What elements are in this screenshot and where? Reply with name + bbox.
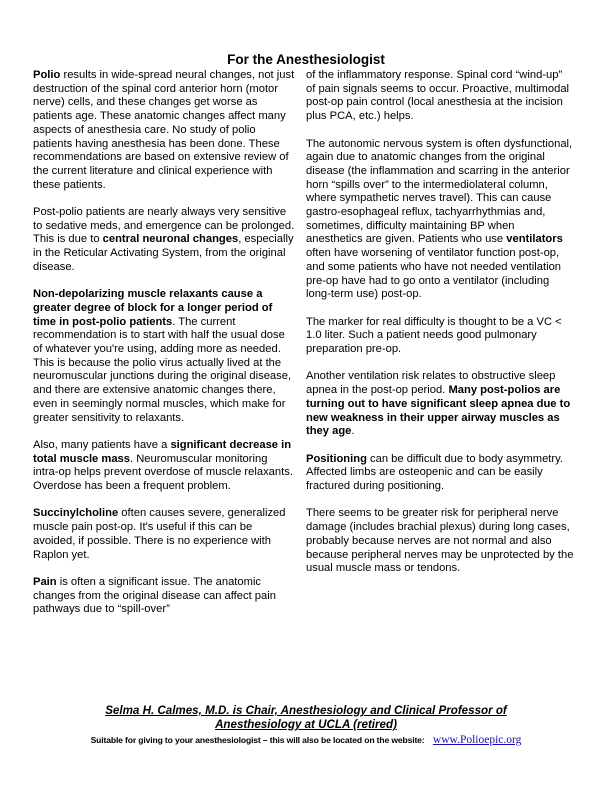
right-column xyxy=(306,69,574,590)
paragraph xyxy=(33,206,295,275)
bold-text: Non-depolarizing muscle relaxants cause a greater degree of block for a longer period of time in post-polio patients xyxy=(33,288,273,328)
text: There seems to be greater risk for peripheral nerve damage (includes brachial plexus) during long cases, probably because nerves are not normal and also because peripheral nerves may be unprotected by the usual muscle mass or tendons. xyxy=(306,507,574,575)
author-credit-line-1: Selma H. Calmes, M.D. is Chair, Anesthesiology and Clinical Professor of xyxy=(105,704,507,717)
text: Another ventilation risk relates to obstructive sleep apnea in the post-op period. xyxy=(306,370,556,397)
footer xyxy=(0,704,612,746)
text: , especially in the Reticular Activating System, from the original disease. xyxy=(33,233,294,273)
paragraph xyxy=(33,439,295,494)
text: can be difficult due to body asymmetry. Affected limbs are osteopenic and can be easily fractured during positioning. xyxy=(306,452,563,493)
text: Also, many patients have a xyxy=(33,438,171,451)
text: of the inflammatory response. Spinal cord “wind-up” of pain signals seems to occur. Proactive, multimodal post-op pain control (local anesthesia at the incision plus PCA, etc.) helps. xyxy=(306,69,570,123)
text: . The current recommendation is to start with half the usual dose of whatever you're using, adding more as needed. This is because the polio virus actually lived at the neuromuscular junctions during the original disease, and there are extensive anatomic changes there, even in seemingly normal muscles, which make for greater sensitivity to relaxants. xyxy=(33,315,292,424)
bold-text: Pain xyxy=(33,575,57,588)
paragraph xyxy=(33,576,295,617)
bold-text: significant decrease in total muscle mass xyxy=(33,438,292,465)
paragraph xyxy=(306,316,574,357)
bold-text: Succinylcholine xyxy=(33,507,119,520)
paragraph xyxy=(33,507,295,562)
text: . Neuromuscular monitoring intra-op helps prevent overdose of muscle relaxants. Overdose has been a frequent problem. xyxy=(33,452,293,493)
paragraph xyxy=(306,507,574,576)
paragraph xyxy=(306,69,574,124)
text: often have worsening of ventilator function post-op, and some patients who have not needed ventilation pre-op have had to go onto a ventilator (including long-term use) post-op. xyxy=(306,247,562,301)
left-column xyxy=(33,69,295,631)
paragraph xyxy=(33,288,295,425)
text: The autonomic nervous system is often dysfunctional, again due to anatomic changes from the original disease (the inflammation and scarring in the anterior horn “spills over” to the intermediolateral column, where sympathetic nerves travel). This can cause gastro-esophageal reflux, tachyarrhythmias and, sometimes, difficulty maintaining BP when anesthetics are given. Patients who use xyxy=(306,137,573,246)
bold-text: ventilators xyxy=(506,233,563,246)
paragraph xyxy=(33,69,295,192)
text: often causes severe, generalized muscle pain post-op. It's useful if this can be avoided, if possible. There is no experience with Raplon yet. xyxy=(33,507,286,561)
paragraph xyxy=(306,370,574,439)
bold-text: Positioning xyxy=(306,452,367,465)
website-note xyxy=(0,734,612,746)
website-link[interactable]: www.Polioepic.org xyxy=(432,734,522,746)
paragraph xyxy=(306,138,574,302)
text: The marker for real difficulty is thought to be a VC < 1.0 liter. Such a patient needs good pulmonary preparation pre-op. xyxy=(306,315,562,356)
bold-text: Many post-polios are turning out to have significant sleep apnea due to new weakness in their upper airway muscles as they age xyxy=(306,384,571,438)
bold-text: central neuronal changes xyxy=(102,233,239,246)
text: results in wide-spread neural changes, not just destruction of the spinal cord anterior horn (motor nerve) cells, and these changes get worse as patients age. These anatomic changes affect many aspects of anesthesia care. No study of polio patients having anesthesia has been done. These recommendations are based on extensive review of the current literature and clinical experience with these patients. xyxy=(33,69,295,191)
website-note-text: Suitable for giving to your anesthesiologist – this will also be located on the website: xyxy=(90,735,425,745)
text: is often a significant issue. The anatomic changes from the original disease can affect pain pathways due to “spill-over” xyxy=(33,575,276,616)
author-credit xyxy=(0,704,612,732)
paragraph xyxy=(306,453,574,494)
author-credit-line-2: Anesthesiology at UCLA (retired) xyxy=(215,718,397,731)
page-title: For the Anesthesiologist xyxy=(227,52,385,67)
bold-text: Polio xyxy=(33,69,61,81)
text: . xyxy=(351,425,355,438)
text: Post-polio patients are nearly always very sensitive to sedative meds, and emergence can be prolonged. This is due to xyxy=(33,206,295,246)
